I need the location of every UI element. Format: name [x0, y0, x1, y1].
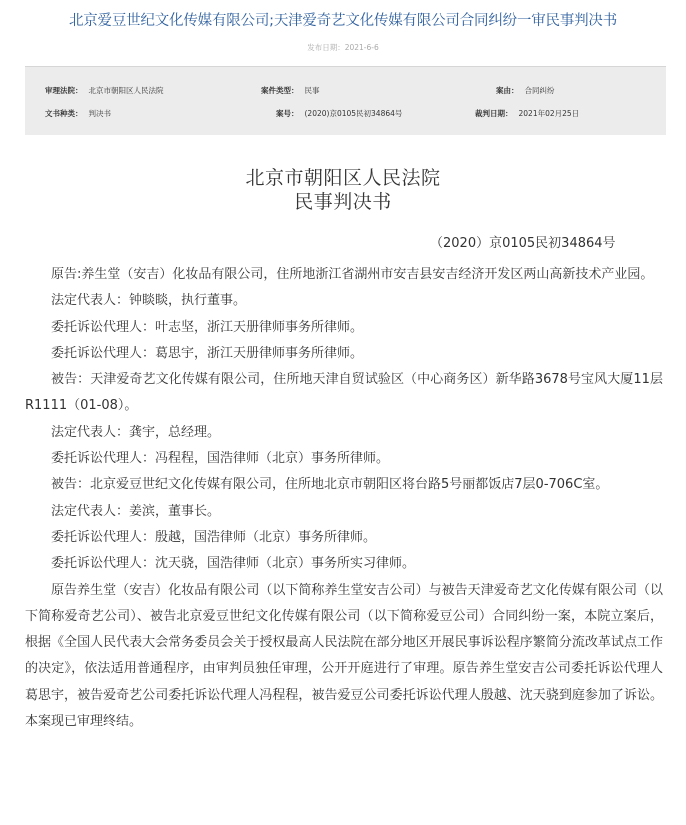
judgment-date-field [475, 108, 579, 119]
judgment-date-label: 裁判日期： [475, 109, 513, 118]
court-value: 北京市朝阳区人民法院 [88, 86, 164, 95]
paragraph: 法定代表人：钟睒睒，执行董事。 [51, 293, 247, 309]
publish-date: 发布日期：2021-6-6 [307, 43, 379, 52]
case-type-field [261, 85, 320, 96]
paragraph: 被告：北京爱豆世纪文化传媒有限公司，住所地北京市朝阳区将台路5号丽都饭店7层0-706C室。 [51, 477, 609, 493]
case-no-label: 案号： [276, 109, 299, 118]
case-type-label: 案件类型： [261, 86, 299, 95]
case-no-value: (2020)京0105民初34864号 [304, 109, 403, 118]
court-field [45, 85, 164, 96]
paragraph: 原告:养生堂（安吉）化妆品有限公司，住所地浙江省湖州市安吉县安吉经济开发区两山高新技术产业园。 [51, 267, 654, 282]
case-no-field [276, 108, 402, 119]
case-number: （2020）京0105民初34864号 [430, 236, 616, 251]
court-heading: 北京市朝阳区人民法院 [245, 167, 441, 189]
case-type-value: 民事 [304, 86, 320, 95]
judgment-heading: 民事判决书 [294, 191, 392, 213]
court-label: 审理法院： [45, 86, 83, 95]
cause-value: 合同纠纷 [524, 86, 555, 95]
judgment-body [25, 262, 663, 735]
paragraph: 委托诉讼代理人：叶志坚，浙江天册律师事务所律师。 [51, 319, 364, 335]
paragraph: 被告：天津爱奇艺文化传媒有限公司，住所地天津自贸试验区（中心商务区）新华路3678号宝风大厦11层R1111（01-08）。 [25, 372, 663, 414]
doc-kind-field [45, 108, 111, 119]
document-title: 北京爱豆世纪文化传媒有限公司;天津爱奇艺文化传媒有限公司合同纠纷一审民事判决书 [68, 13, 618, 29]
paragraph: 原告养生堂（安吉）化妆品有限公司（以下简称养生堂安吉公司）与被告天津爱奇艺文化传媒有限公司（以下简称爱奇艺公司）、被告北京爱豆世纪文化传媒有限公司（以下简称爱豆公司）合同纠纷一案，本院立案后，根据《全国人民代表大会常务委员会关于授权最高人民法院在部分地区开展民事诉讼程序繁简分流改革试点工作的决定》，依法适用普通程序，由审判员独任审理，公开开庭进行了审理。原告养生堂安吉公司委托诉讼代理人葛思宇，被告爱奇艺公司委托诉讼代理人冯程程，被告爱豆公司委托诉讼代理人殷越、沈天骁到庭参加了诉讼。本案现已审理终结。 [25, 582, 663, 730]
doc-kind-value: 判决书 [88, 109, 111, 118]
paragraph: 委托诉讼代理人：冯程程，国浩律师（北京）事务所律师。 [51, 451, 390, 467]
paragraph: 委托诉讼代理人：沈天骁，国浩律师（北京）事务所实习律师。 [51, 556, 416, 572]
cause-field [496, 85, 555, 96]
case-info-panel [25, 66, 666, 135]
paragraph: 委托诉讼代理人：葛思宇，浙江天册律师事务所律师。 [51, 345, 364, 361]
cause-label: 案由： [496, 86, 519, 95]
paragraph: 法定代表人：龚宇，总经理。 [51, 424, 221, 440]
paragraph: 法定代表人：姜滨，董事长。 [51, 503, 221, 519]
doc-kind-label: 文书种类： [45, 109, 83, 118]
judgment-date-value: 2021年02月25日 [518, 109, 580, 118]
paragraph: 委托诉讼代理人：殷越，国浩律师（北京）事务所律师。 [51, 529, 377, 545]
